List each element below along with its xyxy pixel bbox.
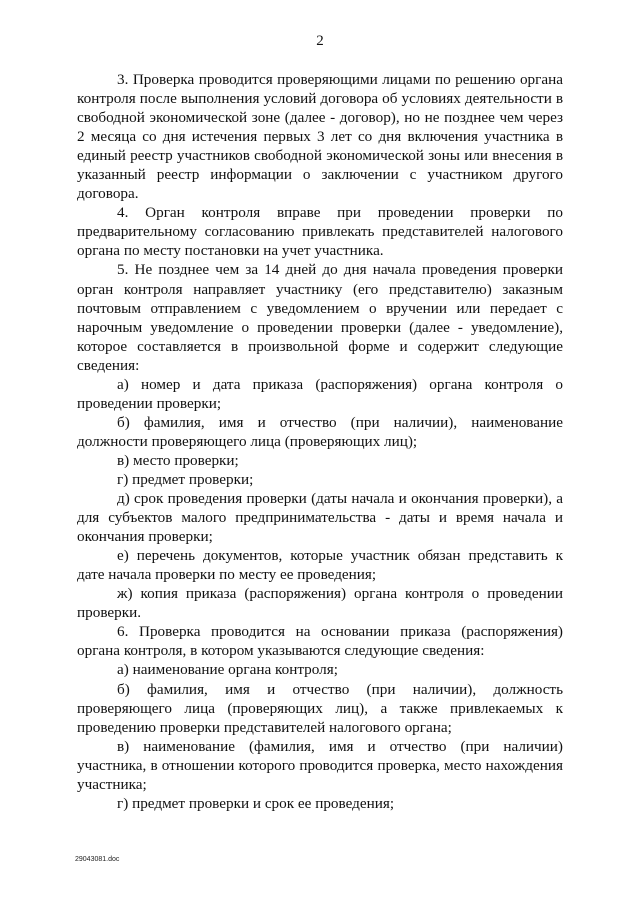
subitem-6-b: б) фамилия, имя и отчество (при наличии), должность проверяющего лица (проверяющих лиц), а также привлекаемых к проведению проверки представителей налогового органа;	[77, 680, 563, 736]
subitem-5-e: е) перечень документов, которые участник обязан представить к дате начала проверки по месту ее проведения;	[77, 547, 563, 584]
paragraph-item-3: 3. Проверка проводится проверяющими лицами по решению органа контроля после выполнения условий договора об условиях деятельности в свободной экономической зоне (далее - договор), но не позднее чем через 2 месяца со дня истечения первых 3 лет со дня включения участника в единый реестр участников свободной экономической зоны или внесения в указанный реестр информации о заключении с участником другого договора.	[77, 71, 563, 203]
page-number: 2	[316, 33, 324, 49]
document-body	[77, 70, 563, 813]
paragraph-item-4: 4. Орган контроля вправе при проведении проверки по предварительному согласованию привлекать представителей налогового органа по месту постановки на учет участника.	[77, 204, 563, 260]
paragraph-item-5: 5. Не позднее чем за 14 дней до дня начала проведения проверки орган контроля направляет участнику (его представителю) заказным почтовым отправлением с уведомлением о вручении или передает с нарочным уведомление о проведении проверки (далее - уведомление), которое составляется в произвольной форме и содержит следующие сведения:	[77, 261, 563, 374]
subitem-5-b: б) фамилия, имя и отчество (при наличии), наименование должности проверяющего лица (проверяющих лиц);	[77, 413, 563, 450]
paragraph-item-6: 6. Проверка проводится на основании приказа (распоряжения) органа контроля, в котором указываются следующие сведения:	[77, 623, 563, 660]
subitem-5-d: д) срок проведения проверки (даты начала и окончания проверки), а для субъектов малого предпринимательства - даты и время начала и окончания проверки;	[77, 490, 563, 546]
subitem-5-g: г) предмет проверки;	[117, 470, 254, 488]
subitem-5-a: а) номер и дата приказа (распоряжения) органа контроля о проведении проверки;	[77, 375, 563, 412]
subitem-5-zh: ж) копия приказа (распоряжения) органа контроля о проведении проверки.	[77, 585, 563, 622]
subitem-5-v: в) место проверки;	[117, 451, 239, 469]
subitem-6-g: г) предмет проверки и срок ее проведения;	[117, 794, 395, 812]
footer-file-code: 29043081.doc	[75, 856, 120, 863]
subitem-6-a: а) наименование органа контроля;	[117, 661, 338, 679]
subitem-6-v: в) наименование (фамилия, имя и отчество (при наличии) участника, в отношении которого проводится проверка, место нахождения участника;	[77, 737, 563, 793]
